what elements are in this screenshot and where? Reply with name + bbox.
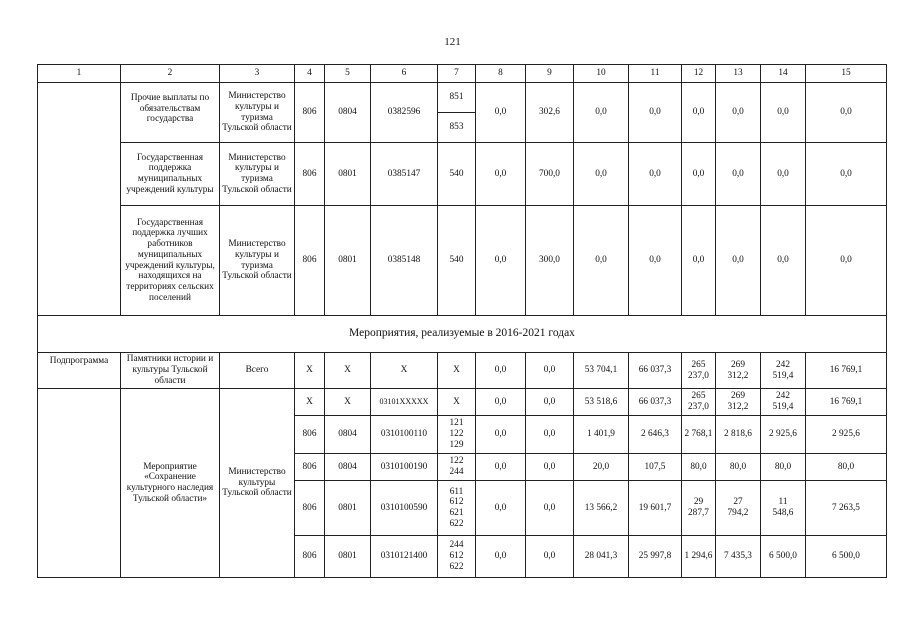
budget-table (37, 64, 887, 578)
cell-c4: 806 (295, 143, 325, 206)
cell-c9: 0,0 (526, 454, 574, 481)
cell-c11: 2 646,3 (629, 416, 682, 454)
cell-c12: 80,0 (682, 454, 716, 481)
cell-c5: 0804 (325, 83, 371, 143)
cell-c14: 0,0 (761, 83, 806, 143)
cell-c15: 16 769,1 (806, 389, 887, 416)
cell-c5: 0801 (325, 481, 371, 536)
header-cell: 10 (574, 65, 629, 83)
header-row (38, 65, 887, 83)
header-cell: 13 (716, 65, 761, 83)
header-cell: 3 (220, 65, 295, 83)
header-cell: 15 (806, 65, 887, 83)
cell-c9: 0,0 (526, 353, 574, 389)
cell-c14: 6 500,0 (761, 536, 806, 578)
cell-c9: 300,0 (526, 206, 574, 316)
cell-c12: 2 768,1 (682, 416, 716, 454)
cell-c14: 242 519,4 (761, 353, 806, 389)
cell-c11: 66 037,3 (629, 353, 682, 389)
cell-c12: 29 287,7 (682, 481, 716, 536)
cell-c4: 806 (295, 481, 325, 536)
header-cell: 4 (295, 65, 325, 83)
cell-c7: X (438, 389, 476, 416)
cell-c7: 540 (438, 143, 476, 206)
cell-c13: 80,0 (716, 454, 761, 481)
cell-c8: 0,0 (476, 389, 526, 416)
cell-c6: 0310100190 (371, 454, 438, 481)
cell-c8: 0,0 (476, 143, 526, 206)
cell-c13: 27 794,2 (716, 481, 761, 536)
cell-c10: 1 401,9 (574, 416, 629, 454)
cell-c13: 0,0 (716, 83, 761, 143)
cell-c10: 13 566,2 (574, 481, 629, 536)
table-row (38, 389, 887, 416)
cell-c7: 853 (438, 113, 476, 143)
section-row (38, 316, 887, 353)
cell-c6: X (371, 353, 438, 389)
table-row (38, 353, 887, 389)
ministry-cell: Министерство культуры и туризма Тульской области (220, 206, 295, 316)
cell-c8: 0,0 (476, 353, 526, 389)
header-cell: 2 (121, 65, 220, 83)
cell-c4: 806 (295, 416, 325, 454)
header-cell: 5 (325, 65, 371, 83)
cell-c5: 0801 (325, 206, 371, 316)
activity-name: Прочие выплаты по обязательствам государства (121, 83, 220, 143)
ministry-cell: Министерство культуры и туризма Тульской области (220, 83, 295, 143)
cell-c4: 806 (295, 206, 325, 316)
cell-c7: 540 (438, 206, 476, 316)
cell-c7: 244 612 622 (438, 536, 476, 578)
cell-c12: 1 294,6 (682, 536, 716, 578)
cell-c12: 0,0 (682, 206, 716, 316)
cell-c15: 2 925,6 (806, 416, 887, 454)
cell-c8: 0,0 (476, 206, 526, 316)
cell-c5: 0804 (325, 454, 371, 481)
cell-c13: 0,0 (716, 143, 761, 206)
cell-c9: 0,0 (526, 481, 574, 536)
header-cell: 6 (371, 65, 438, 83)
cell-c10: 53 518,6 (574, 389, 629, 416)
activity-name: Государственная поддержка лучших работников муниципальных учреждений культуры, находящихся на территориях сельских поселений (121, 206, 220, 316)
ministry-cell: Министерство культуры и туризма Тульской области (220, 143, 295, 206)
ministry-cell: Министерство культуры Тульской области (220, 389, 295, 578)
cell-c9: 700,0 (526, 143, 574, 206)
cell-c14: 0,0 (761, 206, 806, 316)
total-label: Всего (220, 353, 295, 389)
cell-c11: 107,5 (629, 454, 682, 481)
cell-c15: 7 263,5 (806, 481, 887, 536)
cell-c6: 03101XXXXX (371, 389, 438, 416)
cell-c11: 19 601,7 (629, 481, 682, 536)
cell-c13: 2 818,6 (716, 416, 761, 454)
cell-c10: 0,0 (574, 143, 629, 206)
empty-cell (38, 83, 121, 316)
header-cell: 11 (629, 65, 682, 83)
cell-c8: 0,0 (476, 416, 526, 454)
cell-c5: 0801 (325, 143, 371, 206)
cell-c5: 0804 (325, 416, 371, 454)
cell-c10: 0,0 (574, 206, 629, 316)
cell-c5: 0801 (325, 536, 371, 578)
cell-c11: 0,0 (629, 206, 682, 316)
cell-c14: 2 925,6 (761, 416, 806, 454)
cell-c15: 80,0 (806, 454, 887, 481)
cell-c8: 0,0 (476, 536, 526, 578)
cell-c9: 0,0 (526, 536, 574, 578)
table-row (38, 206, 887, 316)
cell-c10: 53 704,1 (574, 353, 629, 389)
cell-c13: 0,0 (716, 206, 761, 316)
cell-c4: X (295, 353, 325, 389)
cell-c13: 7 435,3 (716, 536, 761, 578)
cell-c15: 0,0 (806, 206, 887, 316)
cell-c14: 0,0 (761, 143, 806, 206)
header-cell: 12 (682, 65, 716, 83)
subprogram-label: Подпрограмма (38, 353, 121, 389)
cell-c12: 0,0 (682, 83, 716, 143)
cell-c4: X (295, 389, 325, 416)
cell-c11: 25 997,8 (629, 536, 682, 578)
cell-c6: 0310100110 (371, 416, 438, 454)
cell-c5: X (325, 353, 371, 389)
cell-c8: 0,0 (476, 83, 526, 143)
cell-c6: 0310121400 (371, 536, 438, 578)
cell-c6: 0382596 (371, 83, 438, 143)
section-title: Мероприятия, реализуемые в 2016-2021 годах (38, 316, 887, 353)
cell-c7: 851 (438, 83, 476, 113)
cell-c10: 0,0 (574, 83, 629, 143)
cell-c7: 611 612 621 622 (438, 481, 476, 536)
cell-c8: 0,0 (476, 454, 526, 481)
cell-c9: 0,0 (526, 389, 574, 416)
cell-c15: 16 769,1 (806, 353, 887, 389)
cell-c9: 302,6 (526, 83, 574, 143)
cell-c15: 0,0 (806, 83, 887, 143)
cell-c5: X (325, 389, 371, 416)
cell-c6: 0310100590 (371, 481, 438, 536)
cell-c7: 121 122 129 (438, 416, 476, 454)
cell-c12: 0,0 (682, 143, 716, 206)
header-cell: 1 (38, 65, 121, 83)
header-cell: 9 (526, 65, 574, 83)
cell-c13: 269 312,2 (716, 389, 761, 416)
cell-c12: 265 237,0 (682, 353, 716, 389)
cell-c4: 806 (295, 83, 325, 143)
cell-c15: 0,0 (806, 143, 887, 206)
header-cell: 14 (761, 65, 806, 83)
cell-c8: 0,0 (476, 481, 526, 536)
cell-c10: 20,0 (574, 454, 629, 481)
cell-c11: 0,0 (629, 143, 682, 206)
empty-cell (38, 389, 121, 578)
table-row (38, 83, 887, 113)
cell-c9: 0,0 (526, 416, 574, 454)
event-name: Мероприятие «Сохранение культурного наследия Тульской области» (121, 389, 220, 578)
cell-c4: 806 (295, 454, 325, 481)
cell-c12: 265 237,0 (682, 389, 716, 416)
activity-name: Государственная поддержка муниципальных учреждений культуры (121, 143, 220, 206)
header-cell: 8 (476, 65, 526, 83)
table-row (38, 143, 887, 206)
cell-c14: 11 548,6 (761, 481, 806, 536)
cell-c7: 122 244 (438, 454, 476, 481)
cell-c6: 0385148 (371, 206, 438, 316)
cell-c14: 80,0 (761, 454, 806, 481)
cell-c14: 242 519,4 (761, 389, 806, 416)
cell-c15: 6 500,0 (806, 536, 887, 578)
cell-c6: 0385147 (371, 143, 438, 206)
cell-c7: X (438, 353, 476, 389)
subprogram-name: Памятники истории и культуры Тульской области (121, 353, 220, 389)
cell-c11: 0,0 (629, 83, 682, 143)
page-number: 121 (444, 36, 461, 48)
header-cell: 7 (438, 65, 476, 83)
cell-c11: 66 037,3 (629, 389, 682, 416)
cell-c13: 269 312,2 (716, 353, 761, 389)
cell-c10: 28 041,3 (574, 536, 629, 578)
cell-c4: 806 (295, 536, 325, 578)
